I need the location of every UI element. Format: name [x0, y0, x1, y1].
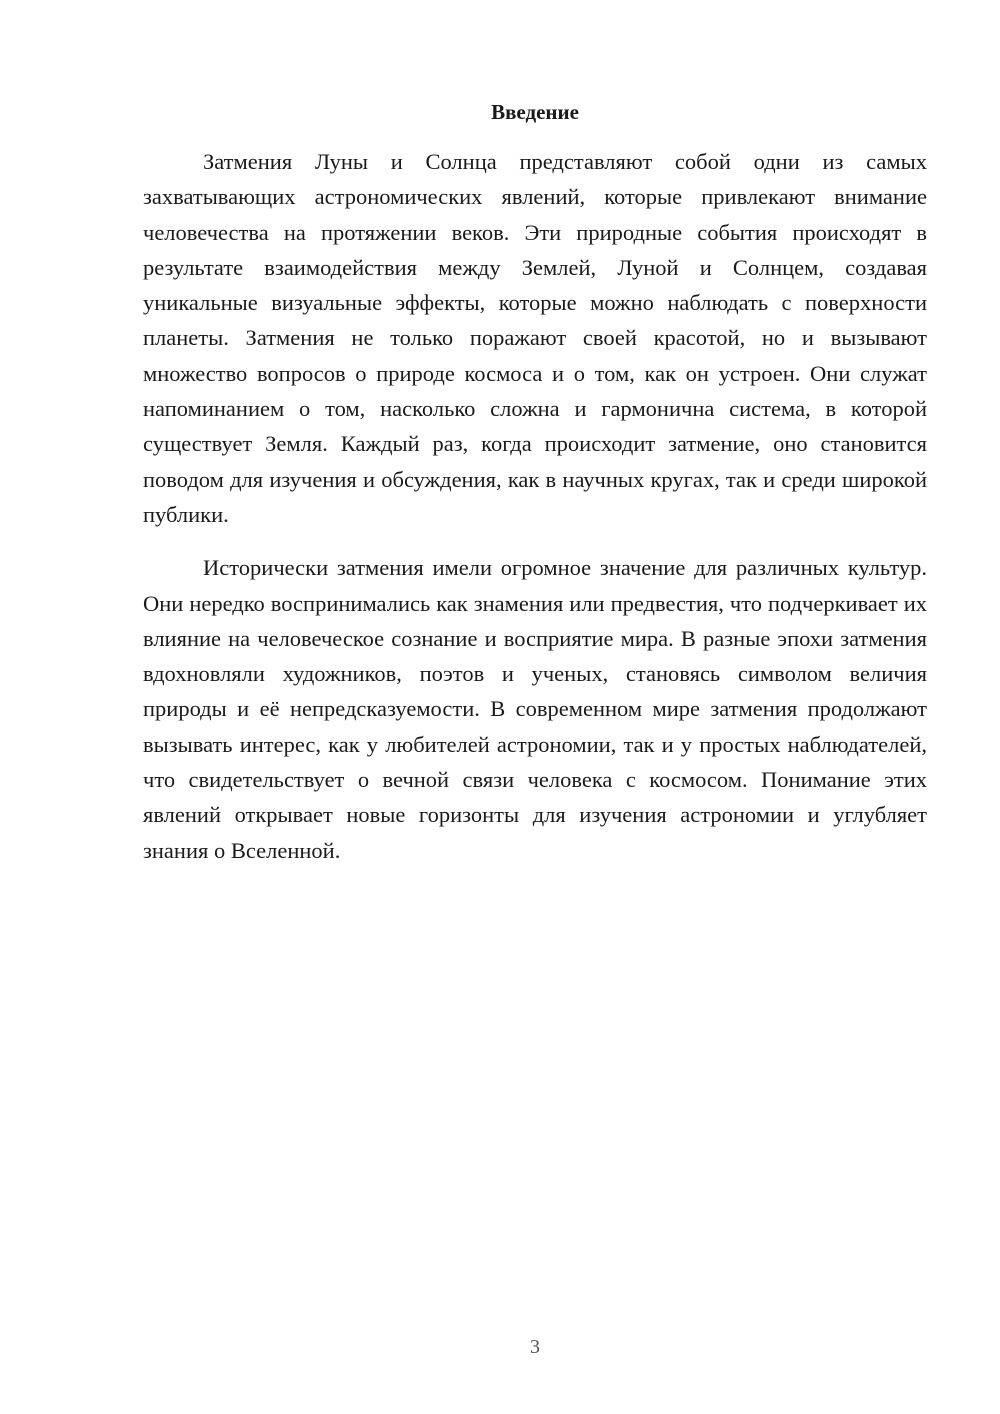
section-title: Введение	[491, 100, 579, 124]
page-content	[143, 96, 927, 868]
paragraph-history: Исторически затмения имели огромное значение для различных культур. Они нередко воспринимались как знамения или предвестия, что подчеркивает их влияние на человеческое сознание и восприятие мира. В разные эпохи затмения вдохновляли художников, поэтов и ученых, становясь символом величия природы и её непредсказуемости. В современном мире затмения продолжают вызывать интерес, как у любителей астрономии, так и у простых наблюдателей, что свидетельствует о вечной связи человека с космосом. Понимание этих явлений открывает новые горизонты для изучения астрономии и углубляет знания о Вселенной.	[143, 555, 927, 863]
paragraph-intro: Затмения Луны и Солнца представляют собой одни из самых захватывающих астрономических явлений, которые привлекают внимание человечества на протяжении веков. Эти природные события происходят в результате взаимодействия между Землей, Луной и Солнцем, создавая уникальные визуальные эффекты, которые можно наблюдать с поверхности планеты. Затмения не только поражают своей красотой, но и вызывают множество вопросов о природе космоса и о том, как он устроен. Они служат напоминанием о том, насколько сложна и гармонична система, в которой существует Земля. Каждый раз, когда происходит затмение, оно становится поводом для изучения и обсуждения, как в научных кругах, так и среди широкой публики.	[143, 149, 927, 527]
page-number: 3	[530, 1336, 540, 1358]
